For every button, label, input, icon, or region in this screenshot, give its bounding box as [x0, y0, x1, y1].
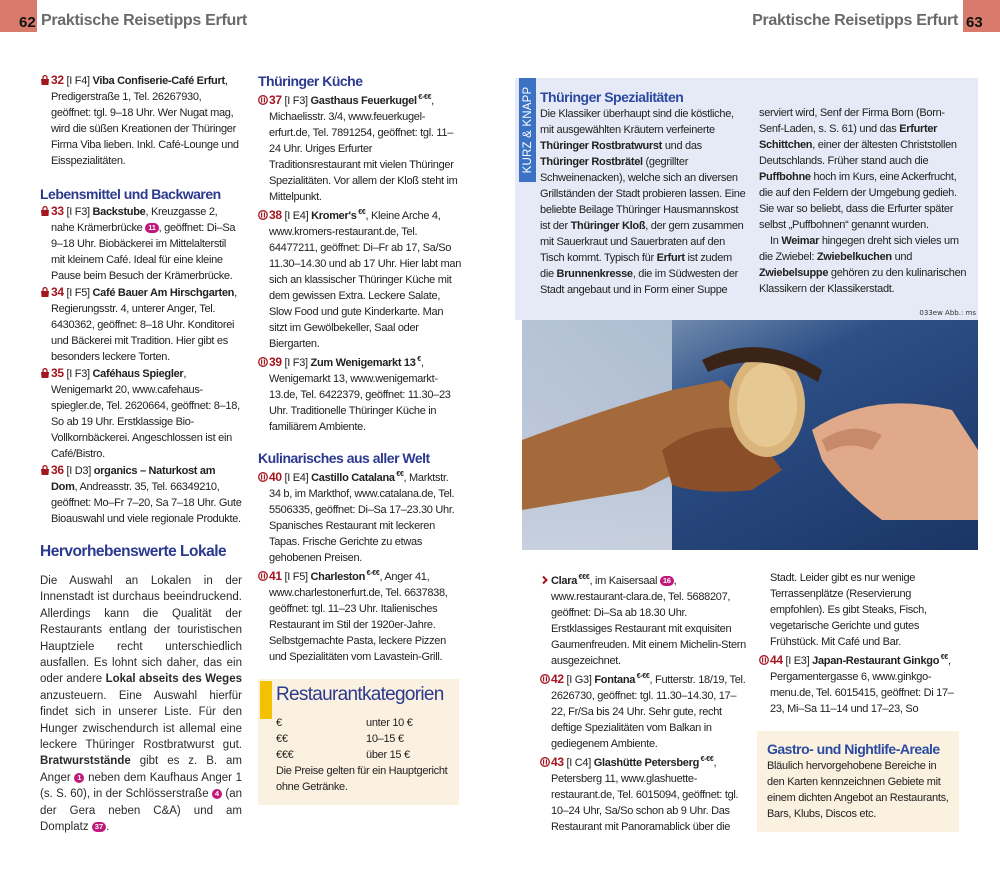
- listing-41: [258, 566, 462, 665]
- tag-label: KURZ & KNAPP: [521, 86, 534, 174]
- text: hoch im Kurs, eine Ackerfrucht, die auf den Feldern der Umgebung gedieh. Sie war so beliebt, dass die Erfurter später selbst „Puffbohnen“ genannt wurden.: [759, 171, 957, 231]
- listing-number: 42: [551, 672, 564, 686]
- infobox-text: [540, 106, 748, 298]
- text: , Wenigemarkt 13, www.wenigemarkt-13.de, Tel. 6422379, geöffnet: 11.30–23 Uhr. Traditionelle Thüringer Küche in familiärem Ambiente.: [269, 357, 451, 433]
- infobox-text: [759, 233, 969, 297]
- text: , Anger 41, www.charlestonerfurt.de, Tel. 6637838, geöffnet: tgl. 11–23 Uhr. Italienisches Restaurant im Stil der 1920er-Jahre. Selbstgemachte Pasta, leckere Pizzen und Spezialitäten vom Lavastein-Grill.: [269, 571, 448, 663]
- text: , Wenigemarkt 20, www.cafehaus-spiegler.de, Tel. 2620664, geöffnet: 8–18, So ab 19 Uhr. Erstklassige Bio-Vollkornbäckerei. Angeschlossen ist ein Café/Bistro.: [51, 368, 240, 460]
- column-2: [258, 72, 462, 805]
- map-grid-ref: [I F4]: [63, 75, 93, 87]
- map-grid-ref: [I F5]: [63, 287, 93, 299]
- text: , Petersberg 11, www.glashuette-restaurant.de, Tel. 6015094, geöffnet: tgl. 10–24 Uhr, Sa/So schon ab 9 Uhr. Das Restaurant mit Panoramablick über die: [551, 757, 739, 833]
- listing-34: [40, 284, 242, 365]
- text: , Regierungsstr. 4, unterer Anger, Tel. 6430362, geöffnet: 8–18 Uhr. Konditorei und Bäckerei mit Tradition. Hier gibt es besonders leckere Torten.: [51, 287, 237, 363]
- running-title-right: Praktische Reisetipps Erfurt: [752, 12, 958, 29]
- listing-38: [258, 205, 462, 352]
- category-row: [276, 747, 451, 763]
- bold-text: Glashütte Petersberg: [593, 757, 700, 769]
- text: ist zudem die: [540, 252, 732, 280]
- listing-number: 43: [551, 755, 564, 769]
- listing-32: [40, 72, 242, 169]
- listing-36: [40, 462, 242, 527]
- text: , einer der ältesten Christstollen Deutschlands. Früher stand auch die: [759, 139, 957, 167]
- restaurant-icon: [258, 472, 269, 484]
- categories-note: Die Preise gelten für ein Hauptgericht ohne Getränke.: [276, 765, 448, 793]
- accent-bar: [260, 681, 272, 719]
- column-1: [40, 72, 242, 836]
- listing-number: 34: [51, 285, 64, 299]
- bold-text: Caféhaus Spiegler: [92, 368, 184, 380]
- gastro-text: Bläulich hervorgehobene Bereiche in den Karten kennzeichnen Gebiete mit einem dichten Angebot an Restaurants, Bars, Klubs, Discos etc.: [767, 760, 949, 820]
- bold-text: Lokal abseits des Weges: [105, 673, 242, 686]
- price-category: €€: [939, 654, 948, 661]
- listing-number: 35: [51, 366, 64, 380]
- text: Stadt. Leider gibt es nur wenige Terrassenplätze (Reservierung empfohlen). Es gibt Steaks, Fisch, vegetarische Gerichte und gutes Frühstück. Mit Café und Bar.: [770, 572, 927, 648]
- bold-text: Thüringer Rostbrätel: [540, 156, 643, 168]
- section-heading: Hervorhebenswerte Lokale: [40, 543, 227, 560]
- kurz-knapp-tag: [519, 78, 536, 182]
- bold-text: Brunnenkresse: [556, 268, 633, 280]
- bold-text: Thüringer Rostbratwurst: [540, 140, 663, 152]
- bold-text: Clara: [551, 575, 578, 587]
- column-3: [540, 570, 748, 835]
- shopping-bag-icon: [40, 206, 51, 218]
- bold-text: Zwiebelsuppe: [759, 267, 829, 279]
- listing-number: 37: [269, 93, 282, 107]
- map-grid-ref: [I E4]: [281, 210, 312, 222]
- map-grid-ref: [I D3]: [63, 465, 94, 477]
- map-marker-badge: 37: [92, 822, 106, 832]
- listing-43: [540, 752, 748, 835]
- categories-title: Restaurantkategorien: [276, 684, 444, 705]
- column-4: [759, 570, 964, 832]
- category-row: [276, 731, 451, 747]
- text: , www.restaurant-clara.de, Tel. 5688207, geöffnet: Di–Sa ab 18.30 Uhr. Erstklassiges Restaurant mit exquisiten Gaumenfreuden. Mit einem Michelin-Stern ausgezeichnet.: [551, 575, 746, 667]
- price-category: €: [415, 356, 421, 363]
- listing-clara: [540, 570, 748, 669]
- text: .: [106, 821, 110, 834]
- bold-text: organics – Naturkost am Dom: [51, 465, 216, 493]
- restaurant-icon: [258, 571, 269, 583]
- listing-number: 32: [51, 73, 64, 87]
- text: In: [770, 235, 782, 247]
- bold-text: Puffbohne: [759, 171, 811, 183]
- listing-42: [540, 669, 748, 752]
- infobox-column-b: [759, 105, 969, 297]
- text: Die Auswahl an Lokalen in der Innenstadt ist durchaus beeindruckend. Allerdings kann die Qualität der Restaurants entlang der touristischen Hauptziele recht unterschiedlich ausfallen. Es lohnt sich daher, das ein oder andere: [40, 575, 242, 686]
- text: , der gern zusammen mit Sauerkraut und Sauerbraten auf den Tisch kommt. Typisch für: [540, 220, 744, 264]
- bold-text: Charleston: [310, 571, 365, 583]
- shopping-bag-icon: [40, 465, 51, 477]
- bold-text: Bratwurststände: [40, 755, 131, 768]
- bold-text: Zwiebelkuchen: [816, 251, 892, 263]
- intro-paragraph: [40, 573, 242, 836]
- restaurant-icon: [759, 655, 770, 667]
- listing-37: [258, 90, 462, 205]
- text: Die Klassiker überhaupt sind die köstliche, mit ausgewählten Kräutern verfeinerte: [540, 108, 734, 136]
- bold-text: Kromer's: [311, 210, 357, 222]
- text: , Futterstr. 18/19, Tel. 2626730, geöffnet: tgl. 11.30–14.30, 17–22, Fr/Sa bis 24 Uhr. Sehr gute, recht deftige Spezialitäten vom Balkan in gediegenem Ambiente.: [551, 674, 746, 750]
- bold-text: Backstube: [92, 206, 146, 218]
- map-grid-ref: [I E3]: [782, 655, 813, 667]
- price-category: €-€€: [699, 756, 714, 763]
- text: , Marktstr. 34 b, im Markthof, www.catalana.de, Tel. 5506335, geöffnet: Di–Sa 17–23.30 Uhr. Spanisches Restaurant mit leckeren Tapas. Frische Gerichte zu etwas gehobenen Preisen.: [269, 472, 455, 564]
- listing-number: 33: [51, 204, 64, 218]
- listing-33: [40, 203, 242, 284]
- photo-credit: 033ew Abb.: ms: [919, 309, 976, 317]
- map-grid-ref: [I F3]: [63, 368, 93, 380]
- text: (gegrillter Schweinenacken), welche sich an diversen Grillständen der Stadt probieren lassen. Eine beliebte Beilage Thüringer Hausmannskost ist der: [540, 156, 746, 232]
- gastro-nightlife-box: [757, 731, 959, 832]
- text: gehören zu den kulinarischen Klassikern der Klassikerstadt.: [759, 267, 967, 295]
- shopping-bag-icon: [40, 368, 51, 380]
- restaurant-categories-box: [258, 679, 459, 805]
- restaurant-icon: [258, 210, 269, 222]
- text: , Kreuzgasse 2, nahe Krämerbrücke: [51, 206, 218, 234]
- price-category: €€: [356, 209, 366, 216]
- map-grid-ref: [I E4]: [281, 472, 312, 484]
- text: , geöffnet: Di–Sa 9–18 Uhr. Biobäckerei im Mittelalterstil mit kleinem Café. Ideal für eine kleine Pause beim Besuch der Krämerbrücke.: [51, 222, 236, 282]
- text: gibt es z. B. am Anger: [40, 755, 242, 784]
- category-symbol: €€€: [276, 749, 294, 761]
- bold-text: Zum Wenigemarkt 13: [310, 357, 416, 369]
- bold-text: Café Bauer Am Hirschgarten: [92, 287, 235, 299]
- listing-39: [258, 352, 462, 435]
- map-marker-badge: 11: [145, 223, 158, 233]
- section-heading: Kulinarisches aus aller Welt: [258, 450, 430, 466]
- text: neben dem Kaufhaus Anger 1 (s. S. 60), in der Schlösserstraße: [40, 771, 242, 801]
- category-range: unter 10 €: [366, 717, 413, 729]
- infobox-title: Thüringer Spezialitäten: [540, 89, 684, 105]
- map-marker-badge: 1: [74, 773, 84, 783]
- text: und: [891, 251, 913, 263]
- map-marker-badge: 16: [660, 576, 674, 586]
- text: , Kleine Arche 4, www.kromers-restaurant.de, Tel. 64477211, geöffnet: Di–Fr ab 17, Sa/So 11.30–14.30 und ab 17 Uhr. Hier labt man sich an klassischer Thüringer Küche mit dem gewissen Extra. Leckere Salate, Slow Food und gute Kinderkarte. Man sitzt im Gewölbekeller, Saal oder Biergarten.: [269, 210, 462, 350]
- infobox-column-a: [540, 88, 748, 298]
- text: und das: [662, 140, 702, 152]
- bold-text: Weimar: [781, 235, 820, 247]
- listing-43-continued: [759, 570, 964, 650]
- text: , Pergamentergasse 6, www.ginkgo-menu.de, Tel. 6015415, geöffnet: Di 17–23, Mi–Sa 11–14 und 17–23, So: [770, 655, 954, 715]
- category-range: 10–15 €: [366, 733, 404, 745]
- bold-text: Gasthaus Feuerkugel: [310, 95, 417, 107]
- section-heading: Lebensmittel und Backwaren: [40, 186, 221, 202]
- map-grid-ref: [I F3]: [63, 206, 93, 218]
- listing-44: [759, 650, 964, 717]
- listing-number: 44: [770, 653, 783, 667]
- text: , Michaelisstr. 3/4, www.feuerkugel-erfurt.de, Tel. 7891254, geöffnet: tgl. 11–24 Uhr. Uriges Erfurter Traditionsrestaurant mit vielen Thüringer Spezialitäten. Vor allem der Kloß steht im Mittelpunkt.: [269, 95, 458, 203]
- restaurant-icon: [258, 357, 269, 369]
- restaurant-icon: [540, 674, 551, 686]
- bold-text: Viba Confiserie-Café Erfurt: [92, 75, 225, 87]
- listing-40: [258, 467, 462, 566]
- listing-number: 39: [269, 355, 282, 369]
- map-grid-ref: [I F3]: [281, 357, 311, 369]
- page-number-left: 62: [19, 14, 36, 31]
- category-row: [276, 715, 451, 731]
- bold-text: Japan-Restaurant Ginkgo: [812, 655, 940, 667]
- shopping-bag-icon: [40, 287, 51, 299]
- text: anzusteuern. Eine Auswahl hierfür findet sich in unserer Liste. Für den Hunger zwischendurch ist allemal eine leckere Thüringer Rostbratwurst gut.: [40, 689, 242, 752]
- gastro-title: Gastro- und Nightlife-Areale: [767, 741, 940, 757]
- map-grid-ref: [I F5]: [281, 571, 311, 583]
- running-title-left: Praktische Reisetipps Erfurt: [41, 12, 247, 29]
- category-symbol: €€: [276, 733, 288, 745]
- price-category: €€€: [577, 574, 590, 581]
- listing-number: 41: [269, 569, 282, 583]
- map-grid-ref: [I F3]: [281, 95, 311, 107]
- page-number-right: 63: [966, 14, 983, 31]
- listing-number: 38: [269, 208, 282, 222]
- infobox-text: [759, 105, 969, 233]
- bold-text: Thüringer Kloß: [570, 220, 646, 232]
- restaurant-icon: [540, 757, 551, 769]
- text: (an der Gera neben C&A) und am Domplatz: [40, 788, 242, 834]
- photo-bratwurst-handover: [522, 320, 978, 550]
- text: , Andreasstr. 35, Tel. 66349210, geöffnet: Mo–Fr 7–20, Sa 7–18 Uhr. Gute Bioauswahl und viele regionale Produkte.: [51, 481, 242, 525]
- listing-35: [40, 365, 242, 462]
- map-grid-ref: [I C4]: [563, 757, 594, 769]
- price-category: €-€€: [635, 673, 650, 680]
- price-category: €-€€: [365, 570, 380, 577]
- category-symbol: €: [276, 717, 282, 729]
- category-range: über 15 €: [366, 749, 410, 761]
- text: , Predigerstraße 1, Tel. 26267930, geöffnet: tgl. 9–18 Uhr. Wer Nugat mag, wird die süßen Kreationen der Thüringer Firma Viba lieben. Inkl. Café-Lounge und Eisspezialitäten.: [51, 75, 239, 167]
- section-heading: Thüringer Küche: [258, 73, 363, 89]
- text: serviert wird, Senf der Firma Born (Born-Senf-Laden, s. S. 61) und das: [759, 107, 945, 135]
- chevron-right-icon: [540, 575, 551, 587]
- text: , die im Südwesten der Stadt angebaut und in Form einer Suppe: [540, 268, 739, 296]
- restaurant-icon: [258, 95, 269, 107]
- map-marker-badge: 4: [212, 789, 222, 799]
- shopping-bag-icon: [40, 75, 51, 87]
- bold-text: Erfurt: [656, 252, 685, 264]
- bold-text: Erfurter Schittchen: [759, 123, 938, 151]
- listing-number: 36: [51, 463, 64, 477]
- listing-number: 40: [269, 470, 282, 484]
- text: , im Kaisersaal: [589, 575, 660, 587]
- price-category: €-€€: [416, 94, 432, 101]
- bold-text: Fontana: [594, 674, 636, 686]
- bold-text: Castillo Catalana: [311, 472, 395, 484]
- text: hingegen dreht sich vieles um die Zwiebel:: [759, 235, 959, 263]
- price-category: €€: [394, 471, 404, 478]
- map-grid-ref: [I G3]: [563, 674, 595, 686]
